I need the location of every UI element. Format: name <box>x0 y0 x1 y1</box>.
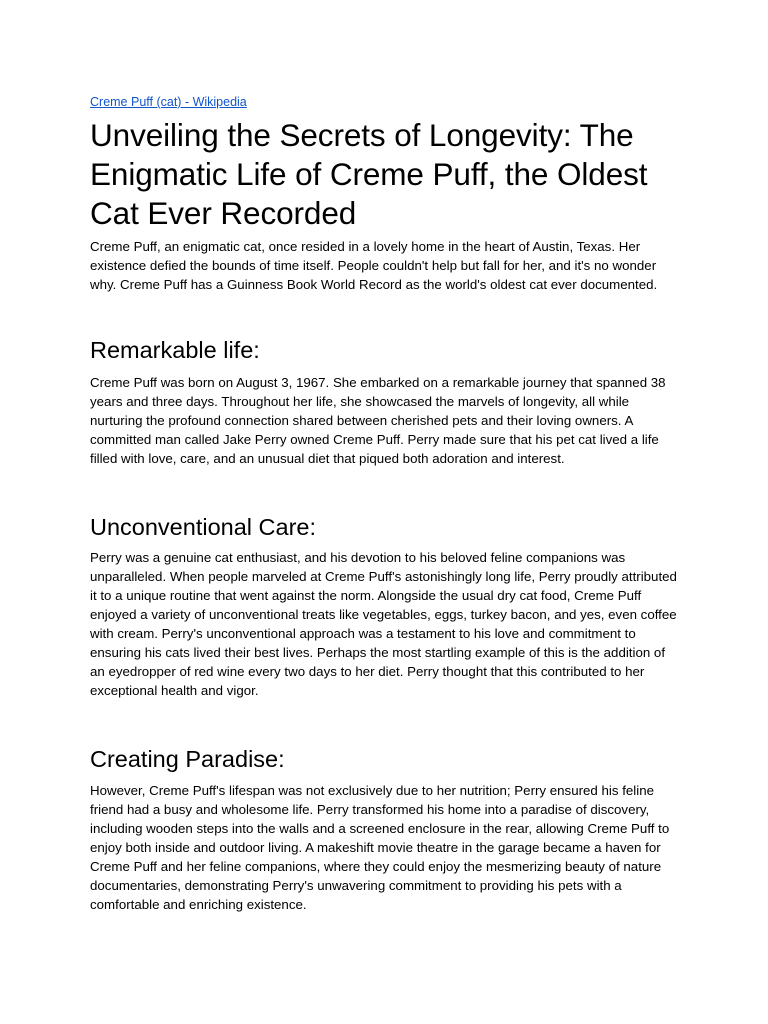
section-body-creating-paradise: However, Creme Puff's lifespan was not exclusively due to her nutrition; Perry ensured his feline friend had a busy and wholesome life. Perry transformed his home into a paradise of discovery, including wooden steps into the walls and a screened enclosure in the rear, allowing Creme Puff to enjoy both inside and outdoor living. A makeshift movie theatre in the garage became a haven for Creme Puff and her feline companions, where they could enjoy the mesmerizing beauty of nature documentaries, demonstrating Perry's unwavering commitment to providing his pets with a comfortable and enriching existence. <box>90 783 670 912</box>
source-link[interactable]: Creme Puff (cat) - Wikipedia <box>90 95 247 109</box>
section-body-remarkable-life: Creme Puff was born on August 3, 1967. She embarked on a remarkable journey that spanned 38 years and three days. Throughout her life, she showcased the marvels of longevity, all while nurturing the profound connection shared between cherished pets and their loving owners. A committed man called Jake Perry owned Creme Puff. Perry made sure that his pet cat lived a life filled with love, care, and an unusual diet that piqued both adoration and interest. <box>90 375 666 466</box>
section-heading-creating-paradise: Creating Paradise: <box>90 746 285 772</box>
section-heading-unconventional-care: Unconventional Care: <box>90 514 316 540</box>
intro-paragraph: Creme Puff, an enigmatic cat, once resided in a lovely home in the heart of Austin, Texas. Her existence defied the bounds of time itself. People couldn't help but fall for her, and it's no wonder why. Creme Puff has a Guinness Book World Record as the world's oldest cat ever documented. <box>90 239 658 292</box>
document-page <box>90 93 682 914</box>
page-title: Unveiling the Secrets of Longevity: The Enigmatic Life of Creme Puff, the Oldest Cat Ever Recorded <box>90 117 648 231</box>
section-body-unconventional-care: Perry was a genuine cat enthusiast, and his devotion to his beloved feline companions was unparalleled. When people marveled at Creme Puff's astonishingly long life, Perry proudly attributed it to a unique routine that went against the norm. Alongside the usual dry cat food, Creme Puff enjoyed a variety of unconventional treats like vegetables, eggs, turkey bacon, and yes, even coffee with cream. Perry's unconventional approach was a testament to his love and commitment to ensuring his cats lived their best lives. Perhaps the most startling example of this is the addition of an eyedropper of red wine every two days to her diet. Perry thought that this contributed to her exceptional health and vigor. <box>90 550 677 698</box>
section-heading-remarkable-life: Remarkable life: <box>90 337 260 363</box>
